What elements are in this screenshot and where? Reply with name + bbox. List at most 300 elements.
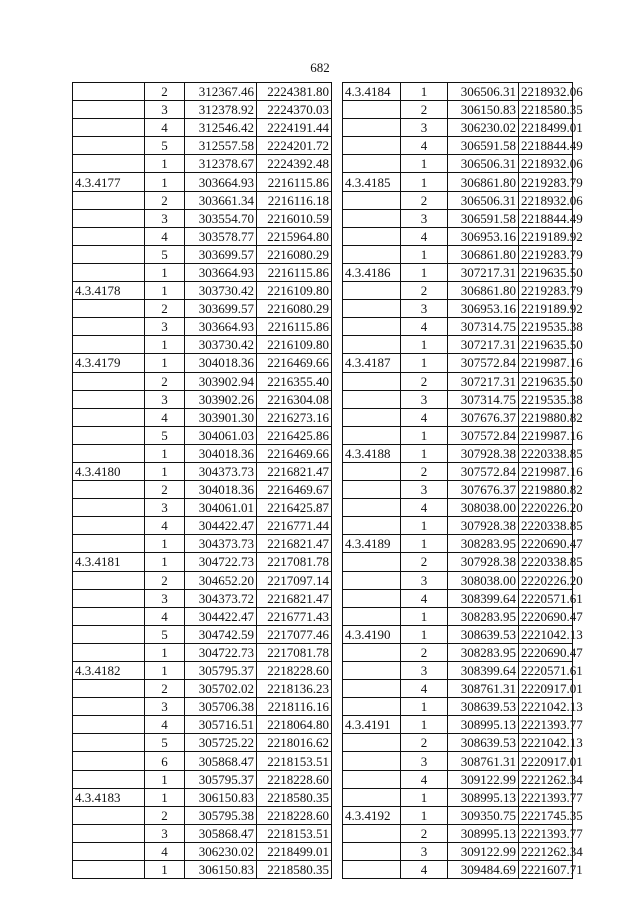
y-coordinate-cell: 2216821.47 [257,589,332,607]
x-coordinate-cell: 304018.36 [185,354,257,372]
parcel-id-cell: 4.3.4192 [343,806,401,824]
parcel-id-cell: 4.3.4177 [73,173,145,191]
parcel-id-cell [343,481,401,499]
parcel-id-cell [343,752,401,770]
point-number-cell: 3 [401,390,448,408]
y-coordinate-cell: 2219535.38 [519,390,573,408]
y-coordinate-cell: 2216821.47 [257,462,332,480]
point-number-cell: 4 [145,842,185,860]
x-coordinate-cell: 307572.84 [448,354,519,372]
y-coordinate-cell: 2219880.82 [519,408,573,426]
y-coordinate-cell: 2218499.01 [257,842,332,860]
table-row [73,499,332,517]
y-coordinate-cell: 2218580.35 [519,101,573,119]
x-coordinate-cell: 308639.53 [448,698,519,716]
x-coordinate-cell: 306861.80 [448,245,519,263]
y-coordinate-cell: 2221393.77 [519,824,573,842]
y-coordinate-cell: 2221042.13 [519,698,573,716]
parcel-id-cell [343,553,401,571]
table-row [73,752,332,770]
table-row [73,300,332,318]
y-coordinate-cell: 2216116.18 [257,191,332,209]
table-row [343,535,573,553]
table-row [73,426,332,444]
x-coordinate-cell: 304373.73 [185,535,257,553]
table-row [343,372,573,390]
table-row [73,354,332,372]
parcel-id-cell [343,680,401,698]
parcel-id-cell [343,191,401,209]
parcel-id-cell [343,607,401,625]
point-number-cell: 3 [145,589,185,607]
table-row [73,444,332,462]
table-row [343,209,573,227]
parcel-id-cell [73,227,145,245]
parcel-id-cell [73,607,145,625]
y-coordinate-cell: 2220571.61 [519,662,573,680]
table-row [73,770,332,788]
table-row [73,209,332,227]
point-number-cell: 2 [401,643,448,661]
point-number-cell: 1 [401,354,448,372]
x-coordinate-cell: 307572.84 [448,426,519,444]
table-row [73,408,332,426]
point-number-cell: 1 [401,83,448,101]
table-row [343,770,573,788]
parcel-id-cell [343,300,401,318]
parcel-id-cell [73,372,145,390]
y-coordinate-cell: 2217097.14 [257,571,332,589]
x-coordinate-cell: 308995.13 [448,716,519,734]
point-number-cell: 2 [401,372,448,390]
parcel-id-cell: 4.3.4183 [73,788,145,806]
point-number-cell: 2 [145,372,185,390]
table-row [343,716,573,734]
point-number-cell: 2 [401,824,448,842]
y-coordinate-cell: 2221393.77 [519,716,573,734]
table-row [73,842,332,860]
y-coordinate-cell: 2218580.35 [257,788,332,806]
y-coordinate-cell: 2221042.13 [519,625,573,643]
point-number-cell: 2 [401,734,448,752]
parcel-id-cell [73,571,145,589]
point-number-cell: 2 [145,191,185,209]
y-coordinate-cell: 2218116.16 [257,698,332,716]
point-number-cell: 2 [401,282,448,300]
x-coordinate-cell: 304722.73 [185,553,257,571]
table-row [343,137,573,155]
table-row [73,372,332,390]
x-coordinate-cell: 307928.38 [448,444,519,462]
y-coordinate-cell: 2216469.66 [257,444,332,462]
point-number-cell: 1 [145,553,185,571]
parcel-id-cell [73,336,145,354]
table-row [343,842,573,860]
x-coordinate-cell: 308038.00 [448,499,519,517]
x-coordinate-cell: 303730.42 [185,282,257,300]
y-coordinate-cell: 2217081.78 [257,553,332,571]
point-number-cell: 3 [145,499,185,517]
y-coordinate-cell: 2216115.86 [257,263,332,281]
x-coordinate-cell: 306230.02 [185,842,257,860]
point-number-cell: 4 [145,119,185,137]
y-coordinate-cell: 2220917.01 [519,680,573,698]
y-coordinate-cell: 2220690.47 [519,643,573,661]
x-coordinate-cell: 303902.26 [185,390,257,408]
y-coordinate-cell: 2220571.61 [519,589,573,607]
parcel-id-cell [73,499,145,517]
x-coordinate-cell: 306861.80 [448,282,519,300]
point-number-cell: 4 [145,607,185,625]
table-row [343,390,573,408]
x-coordinate-cell: 307928.38 [448,553,519,571]
parcel-id-cell [73,390,145,408]
parcel-id-cell [73,716,145,734]
y-coordinate-cell: 2218136.23 [257,680,332,698]
parcel-id-cell [343,227,401,245]
point-number-cell: 3 [401,119,448,137]
x-coordinate-cell: 309122.99 [448,770,519,788]
table-row [73,607,332,625]
x-coordinate-cell: 307314.75 [448,390,519,408]
point-number-cell: 1 [145,662,185,680]
point-number-cell: 1 [401,698,448,716]
x-coordinate-cell: 306953.16 [448,227,519,245]
parcel-id-cell [73,300,145,318]
point-number-cell: 1 [145,444,185,462]
table-row [73,861,332,879]
point-number-cell: 1 [401,535,448,553]
table-row [343,155,573,173]
parcel-id-cell [73,589,145,607]
y-coordinate-cell: 2216304.08 [257,390,332,408]
table-row [343,300,573,318]
y-coordinate-cell: 2219535.38 [519,318,573,336]
y-coordinate-cell: 2219189.92 [519,300,573,318]
y-coordinate-cell: 2218580.35 [257,861,332,879]
x-coordinate-cell: 312378.67 [185,155,257,173]
x-coordinate-cell: 309122.99 [448,842,519,860]
point-number-cell: 5 [145,426,185,444]
y-coordinate-cell: 2216109.80 [257,282,332,300]
parcel-id-cell [343,119,401,137]
parcel-id-cell [343,788,401,806]
parcel-id-cell [73,263,145,281]
parcel-id-cell [73,101,145,119]
table-row [343,571,573,589]
x-coordinate-cell: 312367.46 [185,83,257,101]
parcel-id-cell [73,426,145,444]
table-row [73,336,332,354]
x-coordinate-cell: 307928.38 [448,517,519,535]
y-coordinate-cell: 2221262.34 [519,842,573,860]
y-coordinate-cell: 2216010.59 [257,209,332,227]
table-row [73,734,332,752]
point-number-cell: 2 [145,571,185,589]
parcel-id-cell [73,770,145,788]
x-coordinate-cell: 306506.31 [448,83,519,101]
y-coordinate-cell: 2221607.71 [519,861,573,879]
parcel-id-cell [73,444,145,462]
x-coordinate-cell: 307676.37 [448,408,519,426]
parcel-id-cell [343,517,401,535]
y-coordinate-cell: 2217077.46 [257,625,332,643]
point-number-cell: 1 [401,263,448,281]
parcel-id-cell [343,336,401,354]
point-number-cell: 2 [401,462,448,480]
parcel-id-cell [73,842,145,860]
x-coordinate-cell: 306230.02 [448,119,519,137]
table-row [73,662,332,680]
point-number-cell: 4 [401,227,448,245]
table-row [73,698,332,716]
x-coordinate-cell: 307314.75 [448,318,519,336]
point-number-cell: 1 [401,444,448,462]
y-coordinate-cell: 2219283.79 [519,173,573,191]
point-number-cell: 5 [145,137,185,155]
table-row [343,643,573,661]
x-coordinate-cell: 305868.47 [185,752,257,770]
table-row [343,354,573,372]
y-coordinate-cell: 2216771.43 [257,607,332,625]
parcel-id-cell [73,752,145,770]
parcel-id-cell [73,861,145,879]
x-coordinate-cell: 304742.59 [185,625,257,643]
parcel-id-cell [343,426,401,444]
x-coordinate-cell: 305868.47 [185,824,257,842]
parcel-id-cell [343,209,401,227]
y-coordinate-cell: 2219880.82 [519,481,573,499]
y-coordinate-cell: 2219189.92 [519,227,573,245]
parcel-id-cell [73,119,145,137]
parcel-id-cell [73,535,145,553]
table-row [343,698,573,716]
y-coordinate-cell: 2219987.16 [519,354,573,372]
y-coordinate-cell: 2216273.16 [257,408,332,426]
x-coordinate-cell: 303901.30 [185,408,257,426]
x-coordinate-cell: 304422.47 [185,517,257,535]
y-coordinate-cell: 2218016.62 [257,734,332,752]
y-coordinate-cell: 2220690.47 [519,535,573,553]
x-coordinate-cell: 308639.53 [448,625,519,643]
parcel-id-cell: 4.3.4190 [343,625,401,643]
parcel-id-cell [73,734,145,752]
y-coordinate-cell: 2224201.72 [257,137,332,155]
point-number-cell: 5 [145,625,185,643]
y-coordinate-cell: 2218844.49 [519,137,573,155]
table-row [73,535,332,553]
y-coordinate-cell: 2221042.13 [519,734,573,752]
y-coordinate-cell: 2216821.47 [257,535,332,553]
y-coordinate-cell: 2224392.48 [257,155,332,173]
x-coordinate-cell: 308761.31 [448,752,519,770]
point-number-cell: 4 [145,517,185,535]
table-row [343,336,573,354]
x-coordinate-cell: 303664.93 [185,318,257,336]
x-coordinate-cell: 303699.57 [185,245,257,263]
parcel-id-cell [343,861,401,879]
x-coordinate-cell: 303730.42 [185,336,257,354]
parcel-id-cell [343,137,401,155]
point-number-cell: 1 [401,716,448,734]
x-coordinate-cell: 307217.31 [448,372,519,390]
x-coordinate-cell: 306150.83 [185,861,257,879]
x-coordinate-cell: 306591.58 [448,137,519,155]
table-row [343,173,573,191]
y-coordinate-cell: 2218228.60 [257,770,332,788]
x-coordinate-cell: 303554.70 [185,209,257,227]
parcel-id-cell [73,408,145,426]
parcel-id-cell [343,770,401,788]
point-number-cell: 4 [145,716,185,734]
parcel-id-cell [343,318,401,336]
coordinate-table-left [72,82,332,879]
x-coordinate-cell: 309350.75 [448,806,519,824]
table-row [73,806,332,824]
parcel-id-cell: 4.3.4184 [343,83,401,101]
point-number-cell: 3 [145,824,185,842]
y-coordinate-cell: 2218932.06 [519,83,573,101]
x-coordinate-cell: 308761.31 [448,680,519,698]
parcel-id-cell: 4.3.4181 [73,553,145,571]
table-row [343,119,573,137]
parcel-id-cell [73,481,145,499]
point-number-cell: 3 [145,698,185,716]
y-coordinate-cell: 2219987.16 [519,426,573,444]
parcel-id-cell [73,83,145,101]
x-coordinate-cell: 308995.13 [448,824,519,842]
point-number-cell: 1 [145,173,185,191]
y-coordinate-cell: 2217081.78 [257,643,332,661]
point-number-cell: 3 [401,662,448,680]
x-coordinate-cell: 305795.38 [185,806,257,824]
table-row [343,282,573,300]
parcel-id-cell [343,245,401,263]
table-row [73,137,332,155]
x-coordinate-cell: 308399.64 [448,589,519,607]
x-coordinate-cell: 303699.57 [185,300,257,318]
parcel-id-cell [343,698,401,716]
parcel-id-cell [73,680,145,698]
table-row [73,680,332,698]
table-row [73,191,332,209]
point-number-cell: 2 [145,806,185,824]
point-number-cell: 1 [145,462,185,480]
table-row [73,553,332,571]
y-coordinate-cell: 2219283.79 [519,282,573,300]
table-row [73,101,332,119]
point-number-cell: 4 [401,499,448,517]
y-coordinate-cell: 2220338.85 [519,517,573,535]
y-coordinate-cell: 2216771.44 [257,517,332,535]
x-coordinate-cell: 306591.58 [448,209,519,227]
x-coordinate-cell: 306506.31 [448,191,519,209]
x-coordinate-cell: 305716.51 [185,716,257,734]
y-coordinate-cell: 2216425.86 [257,426,332,444]
y-coordinate-cell: 2216469.67 [257,481,332,499]
point-number-cell: 3 [401,842,448,860]
point-number-cell: 1 [145,861,185,879]
y-coordinate-cell: 2218153.51 [257,824,332,842]
parcel-id-cell [73,155,145,173]
point-number-cell: 4 [401,680,448,698]
parcel-id-cell [343,408,401,426]
y-coordinate-cell: 2221393.77 [519,788,573,806]
x-coordinate-cell: 305795.37 [185,770,257,788]
parcel-id-cell [343,643,401,661]
point-number-cell: 1 [401,625,448,643]
parcel-id-cell [73,137,145,155]
parcel-id-cell [343,155,401,173]
table-row [73,716,332,734]
point-number-cell: 3 [145,390,185,408]
point-number-cell: 1 [401,426,448,444]
table-row [343,462,573,480]
point-number-cell: 2 [145,680,185,698]
x-coordinate-cell: 306150.83 [448,101,519,119]
x-coordinate-cell: 303902.94 [185,372,257,390]
parcel-id-cell [73,643,145,661]
point-number-cell: 4 [401,408,448,426]
x-coordinate-cell: 312378.92 [185,101,257,119]
y-coordinate-cell: 2221262.34 [519,770,573,788]
parcel-id-cell: 4.3.4186 [343,263,401,281]
y-coordinate-cell: 2216080.29 [257,245,332,263]
table-row [73,571,332,589]
table-row [73,462,332,480]
point-number-cell: 4 [401,318,448,336]
point-number-cell: 1 [145,535,185,553]
x-coordinate-cell: 303664.93 [185,263,257,281]
table-row [343,734,573,752]
y-coordinate-cell: 2219987.16 [519,462,573,480]
point-number-cell: 1 [145,263,185,281]
parcel-id-cell [73,625,145,643]
x-coordinate-cell: 304722.73 [185,643,257,661]
parcel-id-cell [73,191,145,209]
table-row [343,680,573,698]
table-row [73,83,332,101]
point-number-cell: 1 [401,173,448,191]
x-coordinate-cell: 312546.42 [185,119,257,137]
table-row [343,517,573,535]
parcel-id-cell: 4.3.4189 [343,535,401,553]
table-row [73,589,332,607]
point-number-cell: 5 [145,245,185,263]
point-number-cell: 4 [145,227,185,245]
x-coordinate-cell: 304018.36 [185,481,257,499]
y-coordinate-cell: 2216355.40 [257,372,332,390]
point-number-cell: 1 [401,788,448,806]
table-row [343,499,573,517]
x-coordinate-cell: 303661.34 [185,191,257,209]
point-number-cell: 3 [401,752,448,770]
y-coordinate-cell: 2216469.66 [257,354,332,372]
point-number-cell: 3 [401,571,448,589]
table-row [343,245,573,263]
parcel-id-cell: 4.3.4180 [73,462,145,480]
point-number-cell: 1 [401,806,448,824]
table-row [73,625,332,643]
point-number-cell: 5 [145,734,185,752]
y-coordinate-cell: 2219635.50 [519,372,573,390]
point-number-cell: 4 [401,137,448,155]
parcel-id-cell: 4.3.4185 [343,173,401,191]
x-coordinate-cell: 307676.37 [448,481,519,499]
parcel-id-cell [73,318,145,336]
parcel-id-cell [73,698,145,716]
parcel-id-cell [343,842,401,860]
